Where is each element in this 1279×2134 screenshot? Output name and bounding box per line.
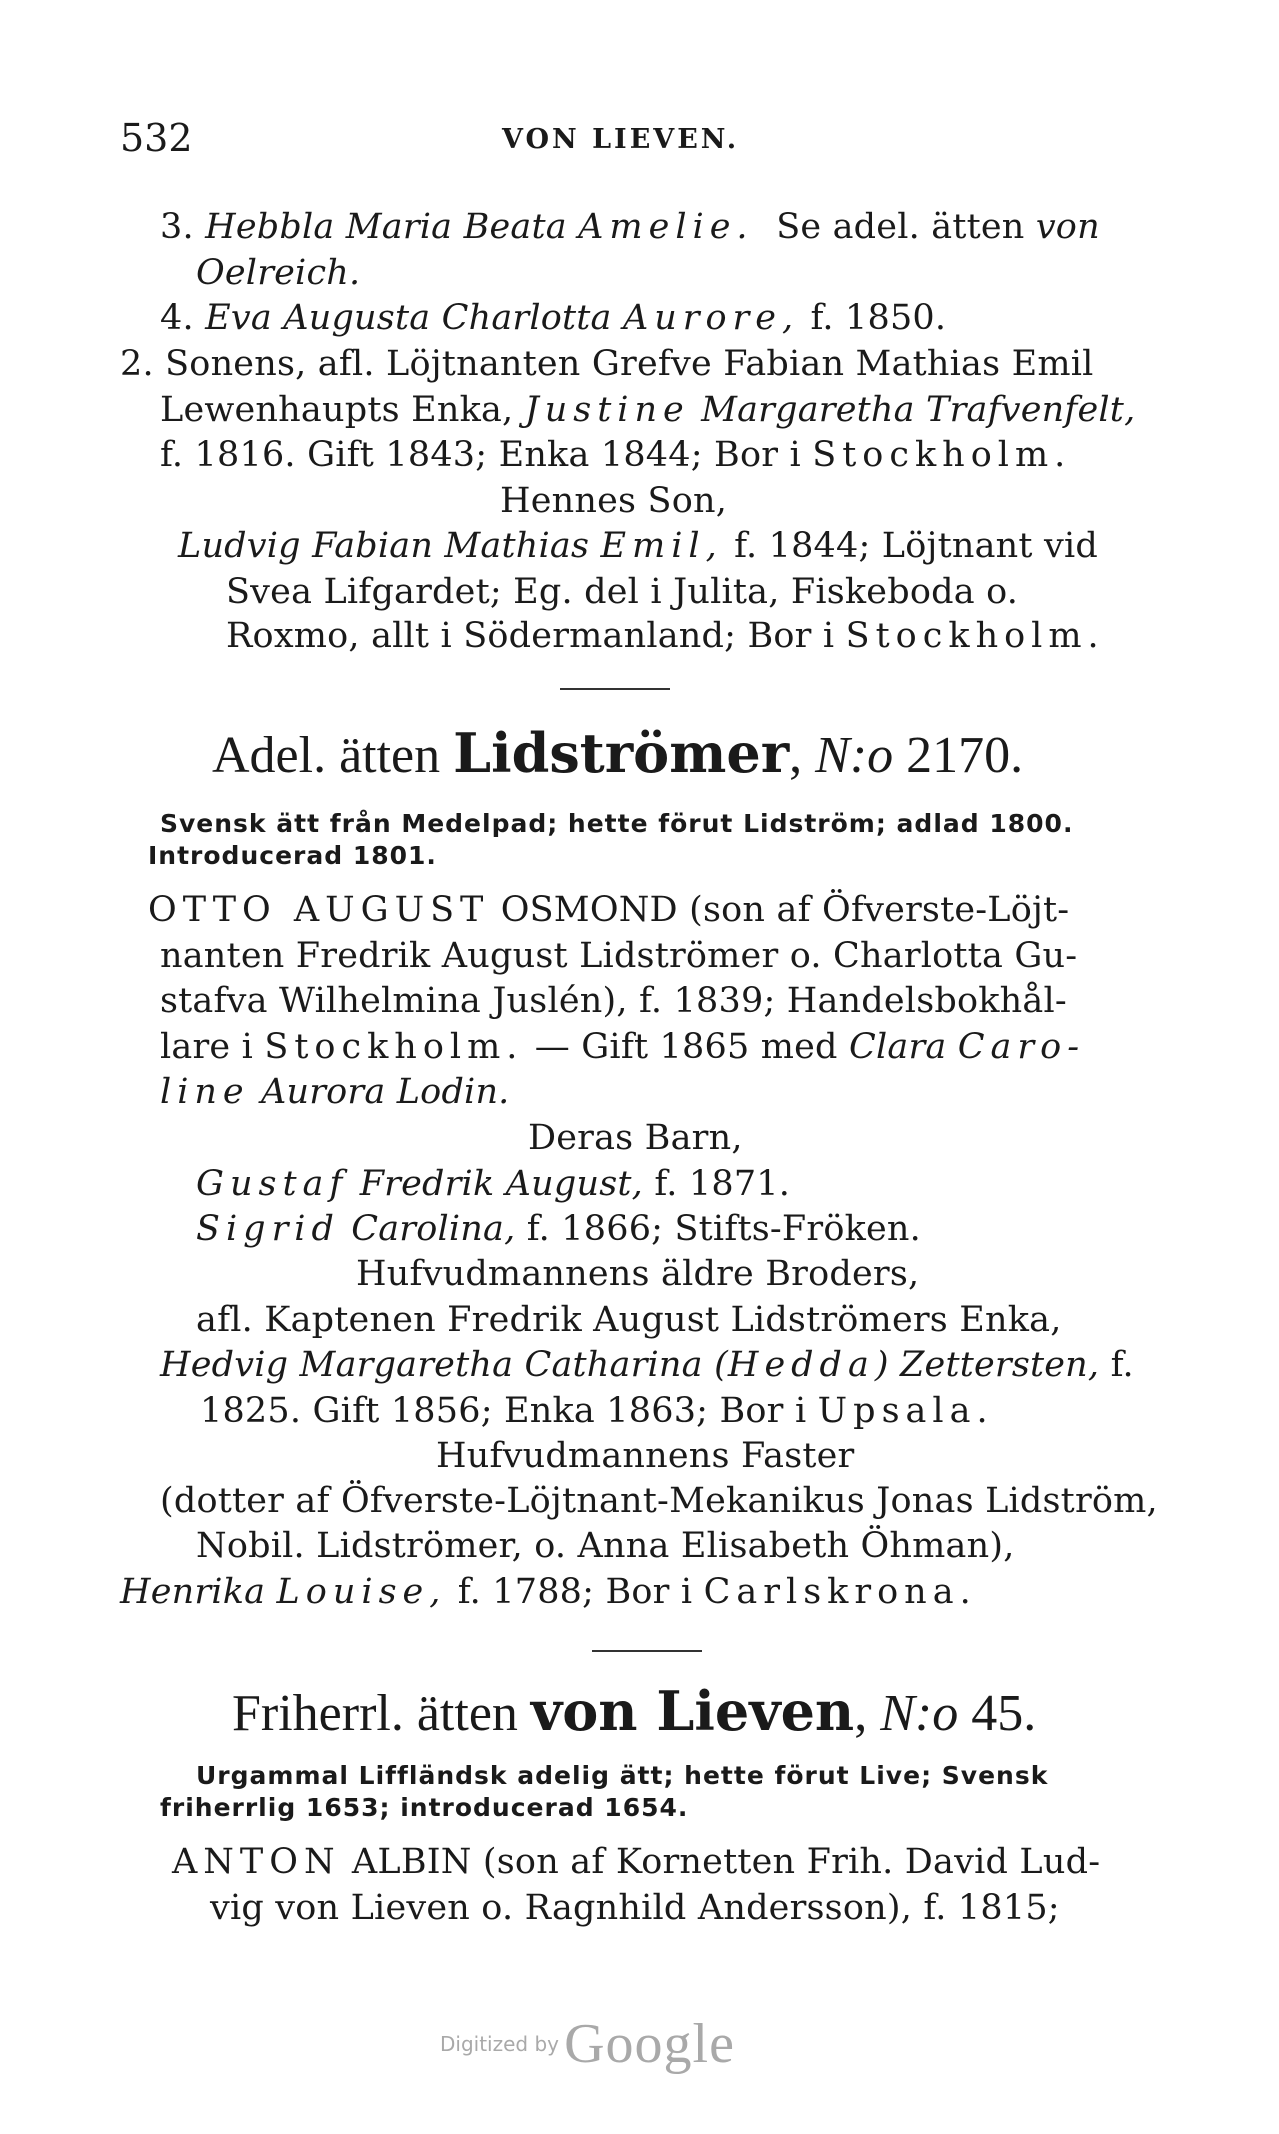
subheading: Deras Barn, [528,1118,743,1158]
subheading: Hennes Son, [500,481,728,521]
entry-line: Ludvig Fabian Mathias Emil, f. 1844; Löjtnant vid [178,526,1098,566]
entry-line: stafva Wilhelmina Juslén), f. 1839; Handelsbokhål- [160,981,1067,1021]
entry-line: nanten Fredrik August Lidströmer o. Charlotta Gu- [160,936,1078,976]
family-heading: Adel. ätten Lidströmer, N:o 2170. [212,721,1024,785]
entry-line: 1825. Gift 1856; Enka 1863; Bor i Upsala. [200,1391,994,1431]
entry-line: vig von Lieven o. Ragnhild Andersson), f. 1815; [210,1888,1060,1928]
section-divider [560,688,670,690]
entry-line: OTTO AUGUST OSMOND (son af Öfverste-Löjt- [148,890,1070,930]
entry-line: f. 1816. Gift 1843; Enka 1844; Bor i Stockholm. [160,435,1072,475]
entry-line: line Aurora Lodin. [160,1072,510,1112]
entry-line: Gustaf Fredrik August, f. 1871. [196,1164,791,1204]
entry-line: Sigrid Carolina, f. 1866; Stifts-Fröken. [196,1209,921,1249]
entry-line: ANTON ALBIN (son af Kornetten Frih. David Lud- [172,1842,1101,1882]
entry-line: 4. Eva Augusta Charlotta Aurore, f. 1850. [160,298,947,338]
entry-line: Roxmo, allt i Södermanland; Bor i Stockholm. [226,616,1105,656]
entry-line: Svea Lifgardet; Eg. del i Julita, Fiskeboda o. [226,572,1019,612]
digitized-by-google-watermark: Digitized by Google [440,2013,735,2075]
entry-line: Oelreich. [196,253,361,293]
entry-line: Lewenhaupts Enka, Justine Margaretha Trafvenfelt, [160,390,1136,430]
family-intro: friherrlig 1653; introducerad 1654. [160,1793,689,1822]
page-number: 532 [120,116,193,160]
family-intro: Svensk ätt från Medelpad; hette förut Lidström; adlad 1800. [160,809,1074,838]
entry-line: afl. Kaptenen Fredrik August Lidströmers Enka, [196,1300,1062,1340]
entry-line: 2. Sonens, afl. Löjtnanten Grefve Fabian Mathias Emil [120,344,1094,384]
entry-line: 3. Hebbla Maria Beata Amelie. Se adel. ätten von [160,207,1100,247]
subheading: Hufvudmannens Faster [436,1436,855,1476]
section-divider [592,1650,702,1652]
entry-line: Henrika Louise, f. 1788; Bor i Carlskrona. [120,1572,977,1612]
entry-line: Hedvig Margaretha Catharina (Hedda) Zettersten, f. [160,1345,1134,1385]
family-intro: Introducerad 1801. [148,841,437,870]
subheading: Hufvudmannens äldre Broders, [356,1254,920,1294]
family-heading: Friherrl. ätten von Lieven, N:o 45. [232,1679,1037,1743]
family-intro: Urgammal Liffländsk adelig ätt; hette förut Live; Svensk [196,1761,1049,1790]
entry-line: (dotter af Öfverste-Löjtnant-Mekanikus Jonas Lidström, [160,1481,1158,1521]
running-title: VON LIEVEN. [502,124,740,155]
entry-line: Nobil. Lidströmer, o. Anna Elisabeth Öhman), [196,1526,1015,1566]
entry-line: lare i Stockholm. — Gift 1865 med Clara Caro- [160,1027,1086,1067]
